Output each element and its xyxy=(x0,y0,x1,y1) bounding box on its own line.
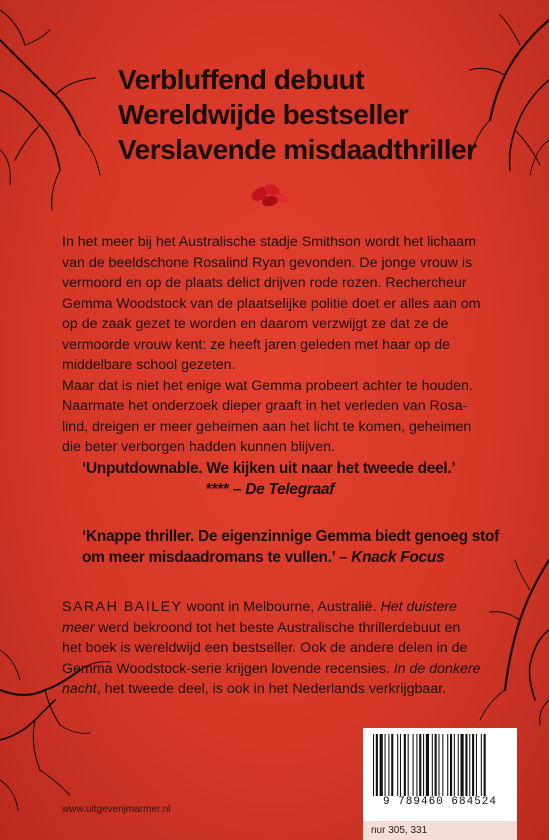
blurb-line: Naarmate het onderzoek dieper graaft in het verleden van Rosa- xyxy=(62,398,468,414)
blurb-line: Gemma Woodstock van de plaatselijke politie doet er alles aan om xyxy=(62,295,481,312)
blurb-line: Maar dat is niet het enige wat Gemma probeert achter te houden. xyxy=(62,377,473,394)
author-bio-text: , het tweede deel, is ook in het Nederlands verkrijgbaar. xyxy=(96,681,447,697)
barcode-bar xyxy=(426,734,429,796)
author-bio-text: werd bekroond tot het beste Australische thrillerdebuut en xyxy=(94,619,461,636)
barcode-bar xyxy=(438,734,439,796)
author-bio-line xyxy=(62,618,502,639)
review-rating: **** – xyxy=(206,481,246,498)
review-source-name: De Telegraaf xyxy=(245,481,335,498)
isbn-barcode xyxy=(363,728,517,821)
barcode-bar xyxy=(380,734,383,796)
blurb-line: vermoorde vrouw kent: ze heeft jaren geleden met haar op de xyxy=(62,336,451,353)
barcode-bar xyxy=(458,734,459,796)
isbn-number: 9 789460 684524 xyxy=(382,796,498,808)
author-bio-text: woont in Melbourne, Australië. xyxy=(182,599,381,615)
author-name: SARAH BAILEY xyxy=(62,599,183,615)
barcode-bar xyxy=(376,734,378,796)
barcode-bar xyxy=(435,734,437,796)
blurb-line: In het meer bij het Australische stadje Smithson wordt het lichaam xyxy=(62,234,477,250)
barcode-bar xyxy=(404,734,406,796)
author-bio-line xyxy=(62,659,502,680)
barcode-bar xyxy=(484,734,486,796)
author-bio-line xyxy=(62,597,502,618)
barcode-bar xyxy=(408,734,409,796)
barcode-bar xyxy=(419,734,421,796)
blurb-line: die beter verborgen hadden kunnen blijven. xyxy=(62,439,335,455)
blurb-line: lind, dreigen er meer geheimen aan het licht te komen, geheimen xyxy=(62,418,472,435)
barcode-bar xyxy=(447,734,448,796)
review-quote-telegraaf: ‘Unputdownable. We kijken uit naar het tweede deel.’ xyxy=(82,460,456,477)
barcode-bars-icon xyxy=(371,734,509,796)
headline-block xyxy=(118,62,476,167)
review-source-knack xyxy=(82,548,444,568)
barcode-bar xyxy=(472,734,474,796)
review-source-telegraaf xyxy=(206,480,334,500)
author-bio-text: Gemma Woodstock-serie krijgen lovende recensies. xyxy=(62,660,394,677)
blurb-line: van de beeldschone Rosalind Ryan gevonden. De jonge vrouw is xyxy=(62,254,473,271)
review-source-name: Knack Focus xyxy=(351,549,445,566)
book-title: Het duistere xyxy=(380,599,457,615)
nur-code: nur 305, 331 xyxy=(363,821,517,840)
headline-2: Wereldwijde bestseller xyxy=(118,99,409,130)
headline-1: Verbluffend debuut xyxy=(118,64,365,95)
barcode-bar xyxy=(416,734,417,796)
barcode-bar xyxy=(423,734,424,796)
barcode-bar xyxy=(476,734,477,796)
publisher-url: www.uitgeverijmarmer.nl xyxy=(62,804,171,815)
barcode-bar xyxy=(432,734,433,796)
barcode-bar xyxy=(391,734,393,796)
book-title: meer xyxy=(62,619,95,636)
blurb-line: middelbare school gezeten. xyxy=(62,357,236,373)
author-bio-line: het boek is wereldwijd een bestseller. Ook de andere delen in de xyxy=(62,640,468,656)
barcode-bar xyxy=(465,734,467,796)
barcode-bar xyxy=(400,734,401,796)
review-quote-continuation: om meer misdaadromans te vullen.’ – xyxy=(82,549,352,566)
blurb-text xyxy=(62,232,502,458)
rose-petals-icon xyxy=(248,180,292,210)
blurb-line: vermoord en op de plaats delict drijven rode rozen. Rechercheur xyxy=(62,275,467,291)
author-bio-line xyxy=(62,679,502,700)
book-title: In de donkere xyxy=(393,660,481,677)
barcode-bar xyxy=(442,734,443,796)
author-bio xyxy=(62,597,502,700)
blurb-line: op de zaak gezet te worden en daarom verzwijgt ze dat ze de xyxy=(62,316,449,332)
barcode-bar xyxy=(388,734,389,796)
barcode-bar xyxy=(373,734,374,796)
book-title: nacht xyxy=(62,681,97,697)
barcode-bar xyxy=(461,734,464,796)
review-quote-knack: ‘Knappe thriller. De eigenzinnige Gemma biedt genoeg stof xyxy=(82,528,499,545)
barcode-bar xyxy=(481,734,482,796)
headline-3: Verslavende misdaadthriller xyxy=(118,134,477,165)
barcode-bar xyxy=(397,734,398,796)
barcode-bar xyxy=(413,734,414,796)
barcode-bar xyxy=(469,734,470,796)
barcode-bar xyxy=(385,734,386,796)
barcode-bar xyxy=(454,734,455,796)
barcode-bar xyxy=(450,734,452,796)
